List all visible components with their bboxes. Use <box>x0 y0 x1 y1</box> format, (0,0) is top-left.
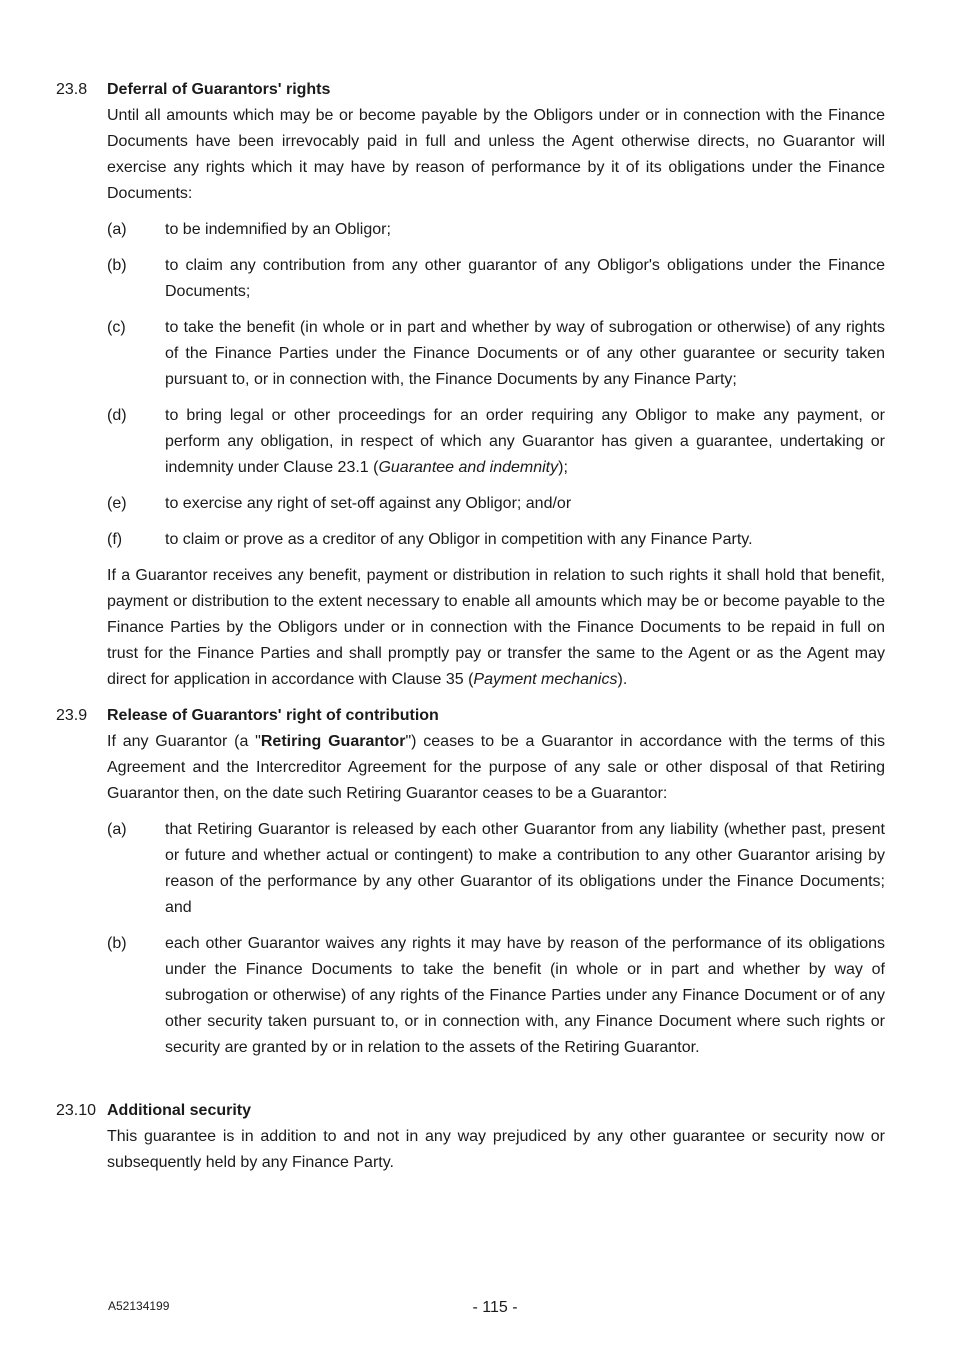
clause-closing <box>107 563 885 693</box>
item-label: (b) <box>107 935 127 952</box>
list-item <box>107 817 885 921</box>
closing-text-part: If a Guarantor receives any benefit, payment or distribution in relation to such rights it shall hold that benefit, payment or distribution to the extent necessary to enable all amounts which may be or become payable to the Finance Parties by the Obligors under or in connection with the Finance Documents to be repaid in full on trust for the Finance Parties and shall promptly pay or transfer the same to the Agent or as the Agent may direct for application in accordance with Clause 35 ( <box>107 567 885 688</box>
clause-title: Release of Guarantors' right of contribution <box>107 707 439 724</box>
item-label: (a) <box>107 221 127 238</box>
clause-heading <box>56 703 886 729</box>
item-text: to claim or prove as a creditor of any Obligor in competition with any Finance Party. <box>165 531 753 548</box>
clause-title: Deferral of Guarantors' rights <box>107 81 331 98</box>
item-label: (d) <box>107 407 127 424</box>
intro-text-part: ") ceases to be a Guarantor in accordance with the terms of this Agreement and the Intercreditor Agreement for the purpose of any sale or other disposal of that Retiring Guarantor then, on the date such Retiring Guarantor ceases to be a Guarantor: <box>107 733 885 802</box>
clause-number: 23.8 <box>56 81 88 98</box>
clause-intro: Until all amounts which may be or become payable by the Obligors under or in connection with the Finance Documents have been irrevocably paid in full and unless the Agent otherwise directs, no Guarantor will exercise any rights which it may have by reason of performance by it of its obligations under the Finance Documents: <box>107 107 885 202</box>
item-text: to take the benefit (in whole or in part and whether by way of subrogation or otherwise) of any rights of the Finance Parties under the Finance Documents or of any other guarantee or security taken pursuant to, or in connection with, the Finance Documents by any Finance Party; <box>165 319 885 388</box>
clause-heading <box>56 77 886 103</box>
clause-reference-title: Guarantee and indemnity <box>378 459 559 476</box>
page-number: - 115 - <box>472 1299 518 1316</box>
list-item <box>107 217 885 243</box>
clause-reference-title: Payment mechanics <box>473 671 618 688</box>
list-item <box>107 315 885 393</box>
list-item <box>107 403 885 481</box>
item-text: to be indemnified by an Obligor; <box>165 221 391 238</box>
list-item <box>107 527 885 553</box>
list-item <box>107 931 885 1061</box>
clause-intro <box>107 729 885 807</box>
item-text: that Retiring Guarantor is released by each other Guarantor from any liability (whether past, present or future and whether actual or contingent) to make a contribution to any other Guarantor arising by reason of the performance by any other Guarantor of its obligations under the Finance Documents; and <box>165 821 885 916</box>
item-label: (f) <box>107 531 123 548</box>
item-text-part: to bring legal or other proceedings for an order requiring any Obligor to make any payment, or perform any obligation, in respect of which any Guarantor has given a guarantee, undertaking or indemnity under Clause 23.1 ( <box>165 407 885 476</box>
item-label: (a) <box>107 821 127 838</box>
clause-heading <box>56 1098 886 1124</box>
clause-23-8 <box>56 77 886 693</box>
clause-number: 23.10 <box>56 1102 97 1119</box>
list-item <box>107 253 885 305</box>
item-label: (e) <box>107 495 127 512</box>
item-text: each other Guarantor waives any rights it may have by reason of the performance of its obligations under the Finance Documents to take the benefit (in whole or in part and whether by way of subrogation or otherwise) of any rights of the Finance Parties under any Finance Document or of any other security taken pursuant to, or in connection with, any Finance Document where such rights or security are granted by or in relation to the assets of the Retiring Guarantor. <box>165 935 885 1056</box>
clause-number: 23.9 <box>56 707 88 724</box>
item-label: (b) <box>107 257 127 274</box>
clause-23-10 <box>56 1098 886 1176</box>
defined-term: Retiring Guarantor <box>260 733 406 750</box>
item-label: (c) <box>107 319 126 336</box>
list-item <box>107 491 885 517</box>
clause-title: Additional security <box>107 1102 252 1119</box>
item-text-part: ); <box>558 459 568 476</box>
item-text: to claim any contribution from any other guarantor of any Obligor's obligations under the Finance Documents; <box>165 257 885 300</box>
clause-intro: This guarantee is in addition to and not in any way prejudiced by any other guarantee or security now or subsequently held by any Finance Party. <box>107 1128 885 1171</box>
closing-text-part: ). <box>617 671 628 688</box>
item-text <box>165 403 885 481</box>
intro-text-part: If any Guarantor (a " <box>107 733 261 750</box>
clause-23-9 <box>56 703 886 1061</box>
document-reference: A52134199 <box>108 1299 170 1313</box>
item-text: to exercise any right of set-off against any Obligor; and/or <box>165 495 572 512</box>
